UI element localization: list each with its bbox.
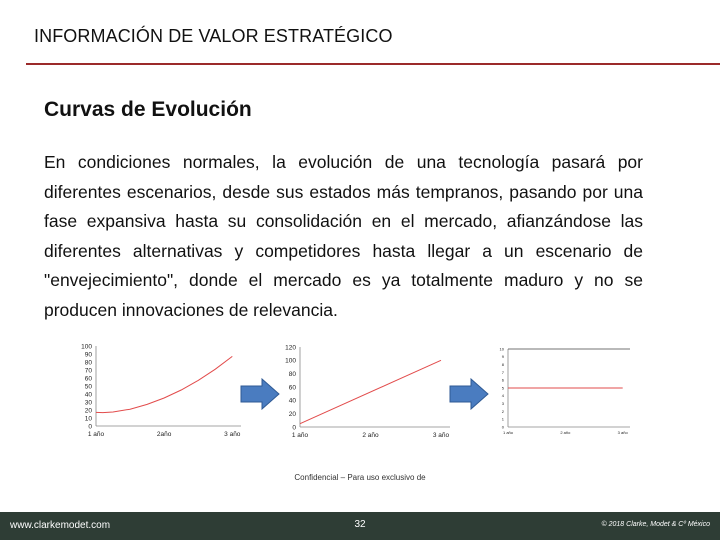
- footer-copyright: © 2018 Clarke, Modet & Cº México: [601, 521, 710, 528]
- x-tick-label: 1 año: [291, 432, 309, 439]
- body-paragraph: En condiciones normales, la evolución de una tecnología pasará por diferentes escenarios, desde sus estados más tempranos, pasando por una fase expansiva hasta su consolidación en el mercado, afianzándose las diferentes alternativas y competidores hasta llegar a un escenario de "envejecimiento", donde el mercado es ya totalmente maduro y no se producen innovaciones de relevancia.: [44, 152, 643, 320]
- y-tick-label: 0: [501, 424, 504, 430]
- confidential-note: Confidencial – Para uso exclusivo de: [294, 473, 426, 482]
- section-title: Curvas de Evolución: [44, 98, 252, 121]
- y-tick-label: 9: [501, 354, 504, 360]
- x-tick-label: 2 año: [362, 432, 379, 439]
- y-tick-label: 2: [501, 408, 504, 414]
- y-tick-label: 80: [84, 359, 92, 367]
- y-tick-label: 100: [285, 357, 296, 365]
- y-tick-label: 1: [501, 416, 504, 422]
- y-tick-label: 7: [501, 369, 504, 375]
- arrow-right-icon: [240, 378, 280, 410]
- x-tick-label: 3 año: [224, 431, 241, 438]
- y-tick-label: 50: [84, 383, 92, 391]
- y-tick-label: 100: [81, 343, 92, 351]
- x-tick-label: 1 año: [87, 431, 105, 438]
- footer-bar: [0, 512, 720, 540]
- y-tick-label: 60: [84, 375, 92, 383]
- y-tick-label: 0: [292, 424, 296, 432]
- y-tick-label: 20: [84, 407, 92, 415]
- y-tick-label: 5: [501, 385, 504, 391]
- x-tick-label: 3 año: [432, 432, 450, 439]
- growth-chart-flat: [488, 342, 638, 442]
- y-tick-label: 3: [501, 401, 504, 406]
- y-tick-label: 70: [84, 367, 92, 375]
- y-tick-label: 6: [501, 377, 504, 383]
- x-tick-label: 3 año: [617, 430, 628, 435]
- y-tick-label: 80: [288, 370, 296, 378]
- y-tick-label: 40: [84, 391, 92, 399]
- y-tick-label: 0: [88, 423, 92, 431]
- growth-chart-exponential: [68, 340, 246, 442]
- x-tick-label: 2año: [156, 431, 172, 438]
- y-tick-label: 8: [501, 362, 504, 367]
- page-header-title: INFORMACIÓN DE VALOR ESTRATÉGICO: [34, 26, 393, 46]
- growth-chart-linear: [272, 340, 456, 442]
- y-tick-label: 90: [84, 351, 92, 359]
- x-tick-label: 1 año: [502, 430, 514, 435]
- y-tick-label: 40: [288, 397, 296, 405]
- x-tick-label: 2 año: [560, 430, 571, 435]
- y-tick-label: 60: [288, 384, 296, 392]
- y-tick-label: 120: [285, 344, 296, 352]
- y-tick-label: 4: [501, 393, 504, 399]
- y-tick-label: 30: [84, 399, 92, 407]
- footer-website-link[interactable]: www.clarkemodet.com: [10, 520, 111, 531]
- page-number: 32: [354, 519, 366, 530]
- arrow-right-icon: [449, 378, 489, 410]
- header-divider: [26, 63, 720, 65]
- y-tick-label: 10: [84, 415, 92, 423]
- series-line: [300, 360, 441, 423]
- y-tick-label: 10: [499, 346, 504, 352]
- y-tick-label: 20: [288, 410, 296, 418]
- series-line: [96, 356, 232, 412]
